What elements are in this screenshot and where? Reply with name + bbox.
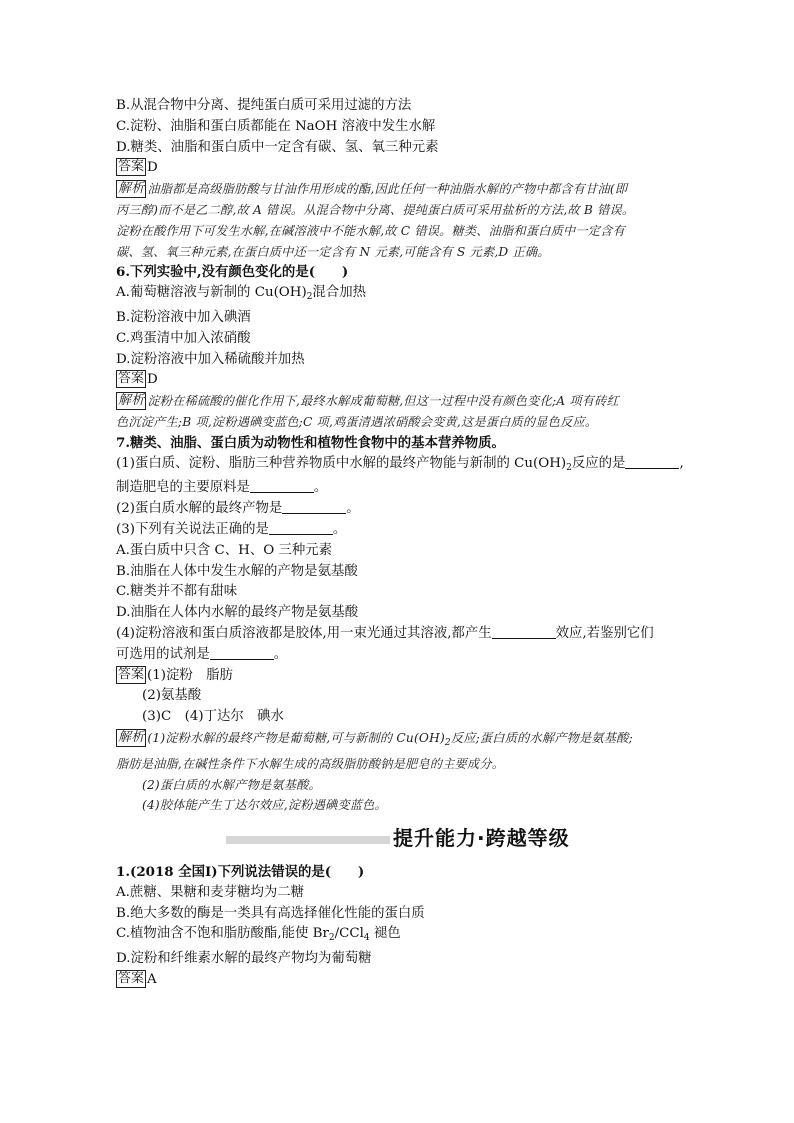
analysis-label: 解析	[118, 181, 145, 197]
q5-answer-row	[116, 158, 686, 179]
q5-option-d: D.糖类、油脂和蛋白质中一定含有碳、氢、氧三种元素	[116, 139, 439, 155]
question-text: (2)蛋白质水解的最终产物是	[116, 501, 283, 517]
punctuation: 。	[346, 501, 360, 517]
subscript: 2	[566, 462, 572, 473]
answer-label: 答案	[118, 971, 145, 987]
analysis-text: 淀粉在酸作用下可发生水解,在碱溶液中不能水解,故 C 错误。糖类、油脂和蛋白质中一定含有	[116, 223, 625, 238]
question-text: (4)淀粉溶液和蛋白质溶液都是胶体,用一束光通过其溶液,都产生	[116, 625, 492, 641]
document-page	[116, 96, 686, 991]
punctuation: ,	[679, 455, 684, 471]
q5-option-c: C.淀粉、油脂和蛋白质都能在 NaOH 溶液中发生水解	[116, 118, 436, 134]
q8-answer-row	[116, 970, 686, 991]
subscript: 2	[444, 737, 451, 748]
answer-label: 答案	[118, 666, 145, 682]
q8-answer: A	[147, 972, 157, 988]
option-text: A.葡萄糖溶液与新制的 Cu(OH)	[116, 285, 307, 301]
q6-option-c: C.鸡蛋清中加入浓硝酸	[116, 330, 251, 346]
q7-stem: 7.糖类、油脂、蛋白质为动物性和植物性食物中的基本营养物质。	[116, 434, 505, 451]
q8-option-b: B.绝大多数的酶是一类具有高选择催化性能的蛋白质	[116, 905, 425, 921]
answer-blank[interactable]	[269, 521, 333, 535]
analysis-label: 解析	[118, 393, 145, 409]
q6-analysis	[116, 391, 686, 433]
section-bar	[226, 836, 390, 844]
analysis-text: (2)蛋白质的水解产物是氨基酸。	[142, 777, 321, 792]
answer-text: (1)淀粉 脂肪	[147, 667, 233, 683]
q8-stem: 1.(2018 全国Ⅰ)下列说法错误的是( )	[116, 864, 365, 881]
q7-answer-3: (3)C (4)丁达尔 碘水	[142, 709, 284, 725]
analysis-text: 碳、氢、氧三种元素,在蛋白质中还一定含有 N 元素,可能含有 S 元素,D 正确。	[116, 244, 550, 259]
option-text: 混合加热	[312, 285, 366, 301]
analysis-text: (1)淀粉水解的最终产物是葡萄糖,可与新制的 Cu(OH)	[147, 730, 445, 745]
analysis-text: 丙三醇)而不是乙二醇,故 A 错误。从混合物中分离、提纯蛋白质可采用盐析的方法,故 B 错误。	[116, 202, 635, 217]
subscript: 4	[363, 933, 370, 944]
q7-part3	[116, 520, 686, 541]
punctuation: 。	[273, 646, 288, 662]
q8-option-d: D.淀粉和纤维素水解的最终产物均为葡萄糖	[116, 951, 372, 967]
punctuation: 。	[332, 521, 347, 537]
q7-option-c: C.糖类并不都有甜味	[116, 584, 238, 600]
question-text: 制造肥皂的主要原料是	[116, 480, 250, 496]
option-text: 褪色	[369, 926, 401, 942]
answer-blank[interactable]	[625, 455, 679, 469]
option-text: /CCl	[334, 926, 364, 942]
analysis-text: 色沉淀产生;B 项,淀粉遇碘变蓝色;C 项,鸡蛋清遇浓硝酸会变黄,这是蛋白质的显色反应。	[116, 414, 598, 429]
q6-answer: D	[147, 372, 158, 388]
q7-part4b	[116, 645, 686, 666]
section-header	[116, 820, 686, 856]
subscript: 2	[306, 292, 313, 303]
q7-part2	[116, 499, 686, 520]
answer-label: 答案	[118, 159, 145, 175]
q5-option-b: B.从混合物中分离、提纯蛋白质可采用过滤的方法	[116, 98, 412, 113]
analysis-text: 脂肪是油脂,在碱性条件下水解生成的高级脂肪酸钠是肥皂的主要成分。	[116, 756, 505, 771]
answer-blank[interactable]	[250, 479, 314, 493]
q7-part1b	[116, 478, 686, 499]
q7-part1	[116, 454, 686, 479]
answer-blank[interactable]	[282, 500, 346, 514]
question-text: 反应的是	[571, 455, 626, 471]
q7-answer-2: (2)氨基酸	[142, 688, 202, 704]
answer-label: 答案	[118, 371, 145, 387]
analysis-text: 淀粉在稀硫酸的催化作用下,最终水解成葡萄糖,但这一过程中没有颜色变化;A 项有砖红	[147, 394, 619, 409]
q7-analysis	[116, 728, 686, 816]
option-text: C.植物油含不饱和脂肪酸酯,能使 Br	[116, 926, 329, 942]
q7-option-b: B.油脂在人体中发生水解的产物是氨基酸	[116, 563, 358, 579]
q6-stem: 6.下列实验中,没有颜色变化的是( )	[116, 264, 349, 281]
question-text: 效应,若鉴别它们	[555, 625, 654, 641]
question-text: 可选用的试剂是	[116, 646, 210, 662]
punctuation: 。	[313, 480, 328, 496]
analysis-text: (4)胶体能产生丁达尔效应,淀粉遇碘变蓝色。	[142, 798, 387, 813]
q8-option-a: A.蔗糖、果糖和麦芽糖均为二糖	[116, 884, 305, 900]
q6-answer-row	[116, 370, 686, 391]
section-title: 提升能力·跨越等级	[393, 826, 570, 851]
q7-answer-row	[116, 666, 686, 687]
analysis-text: 反应;蛋白质的水解产物是氨基酸;	[450, 730, 633, 745]
answer-blank[interactable]	[210, 646, 274, 660]
question-text: (1)蛋白质、淀粉、脂肪三种营养物质中水解的最终产物能与新制的 Cu(OH)	[116, 455, 567, 471]
q8-option-c	[116, 924, 686, 949]
q5-answer: D	[147, 160, 158, 176]
q6-option-b: B.淀粉溶液中加入碘酒	[116, 309, 251, 325]
q7-option-d: D.油脂在人体内水解的最终产物是氨基酸	[116, 605, 359, 621]
answer-blank[interactable]	[492, 625, 556, 639]
q6-option-d: D.淀粉溶液中加入稀硫酸并加热	[116, 351, 305, 367]
q7-part4	[116, 624, 686, 645]
q6-option-a	[116, 283, 686, 308]
q5-analysis	[116, 179, 686, 262]
q7-option-a: A.蛋白质中只含 C、H、O 三种元素	[116, 542, 333, 558]
question-text: (3)下列有关说法正确的是	[116, 521, 269, 537]
analysis-text: 油脂都是高级脂肪酸与甘油作用形成的酯,因此任何一种油脂水解的产物中都含有甘油(即	[147, 182, 628, 197]
subscript: 2	[328, 933, 335, 944]
analysis-label: 解析	[118, 729, 145, 745]
